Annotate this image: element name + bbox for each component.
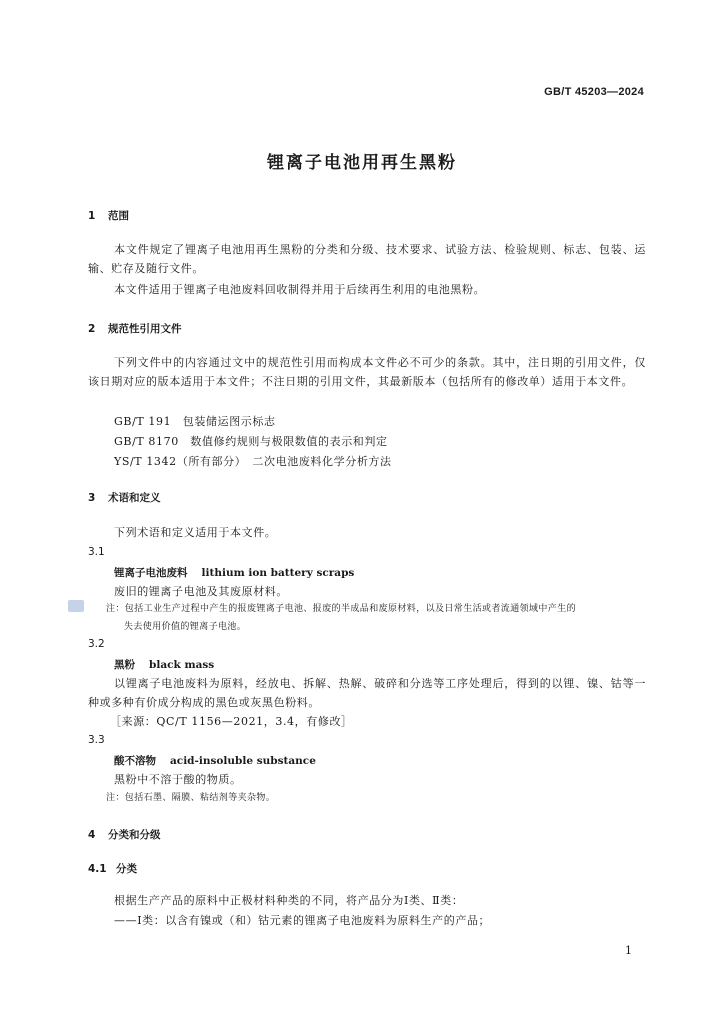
section-2-number: 2 (88, 323, 96, 335)
term-3-3-zh: 酸不溶物 (114, 755, 156, 767)
term-3-2-heading (114, 657, 214, 672)
section-3-number: 3 (88, 492, 96, 504)
term-3-3-definition: 黑粉中不溶于酸的物质。 (114, 773, 242, 786)
section-1-para-1: 本文件规定了锂离子电池用再生黑粉的分类和分级、技术要求、试验方法、检验规则、标志、包装、运输、贮存及随行文件。 (88, 243, 646, 275)
watermark-stamp (68, 600, 84, 612)
section-4-heading (88, 827, 161, 842)
subsection-4-1-heading (88, 861, 137, 876)
term-3-3-heading (114, 753, 316, 768)
term-3-2-en: black mass (149, 659, 215, 671)
term-3-2-source: ［来源：QC/T 1156—2021，3.4，有修改］ (110, 715, 353, 728)
section-1-para-2: 本文件适用于锂离子电池废料回收制得并用于后续再生利用的电池黑粉。 (114, 283, 486, 296)
subsection-4-1-para-1: 根据生产产品的原料中正极材料种类的不同，将产品分为Ⅰ类、Ⅱ类： (114, 894, 464, 907)
term-3-1-en: lithium ion battery scraps (201, 567, 355, 579)
term-3-1-heading (114, 565, 354, 580)
document-title: 锂离子电池用再生黑粉 (267, 153, 457, 173)
normative-reference-3: YS/T 1342（所有部分） 二次电池废料化学分析方法 (114, 455, 392, 468)
term-3-3-number: 3.3 (88, 734, 105, 746)
term-3-1-definition: 废旧的锂离子电池及其废原材料。 (114, 585, 288, 598)
term-3-1-zh: 锂离子电池废料 (114, 567, 188, 579)
term-3-3-note: 注：包括石墨、隔膜、粘结剂等夹杂物。 (106, 793, 276, 803)
section-2-title: 规范性引用文件 (108, 323, 182, 335)
term-3-2-definition: 以锂离子电池废料为原料，经放电、拆解、热解、破碎和分选等工序处理后，得到的以锂、镍、钴等一种或多种有价成分构成的黑色或灰黑色粉料。 (88, 677, 646, 709)
subsection-4-1-item-1: ——Ⅰ类：以含有镍或（和）钴元素的锂离子电池废料为原料生产的产品； (114, 914, 491, 927)
term-3-1-number: 3.1 (88, 546, 105, 558)
term-3-3-en: acid-insoluble substance (170, 755, 316, 767)
term-3-1-note-line-2: 失去使用价值的锂离子电池。 (124, 622, 247, 632)
normative-reference-1: GB/T 191 包装储运图示标志 (114, 415, 276, 428)
section-3-intro: 下列术语和定义适用于本文件。 (114, 526, 277, 539)
term-3-2-zh: 黑粉 (114, 659, 135, 671)
section-3-title: 术语和定义 (108, 492, 161, 504)
term-3-1-note-line-1: 注：包括工业生产过程中产生的报废锂离子电池、报废的半成品和废原材料，以及日常生活或者流通领域中产生的 (106, 604, 577, 614)
section-4-title: 分类和分级 (108, 829, 161, 841)
section-1-heading (88, 208, 129, 223)
section-3-heading (88, 490, 161, 505)
section-2-para-1: 下列文件中的内容通过文中的规范性引用而构成本文件必不可少的条款。其中，注日期的引用文件，仅该日期对应的版本适用于本文件；不注日期的引用文件，其最新版本（包括所有的修改单）适用于本文件。 (88, 356, 646, 388)
section-1-title: 范围 (108, 210, 129, 222)
section-1-number: 1 (88, 210, 96, 222)
subsection-4-1-title: 分类 (116, 863, 137, 875)
section-2-heading (88, 321, 182, 336)
term-3-2-number: 3.2 (88, 638, 105, 650)
normative-reference-2: GB/T 8170 数值修约规则与极限数值的表示和判定 (114, 435, 388, 448)
subsection-4-1-number: 4.1 (88, 863, 107, 875)
section-4-number: 4 (88, 829, 96, 841)
page-number: 1 (625, 944, 632, 957)
standard-code: GB/T 45203—2024 (544, 86, 644, 98)
